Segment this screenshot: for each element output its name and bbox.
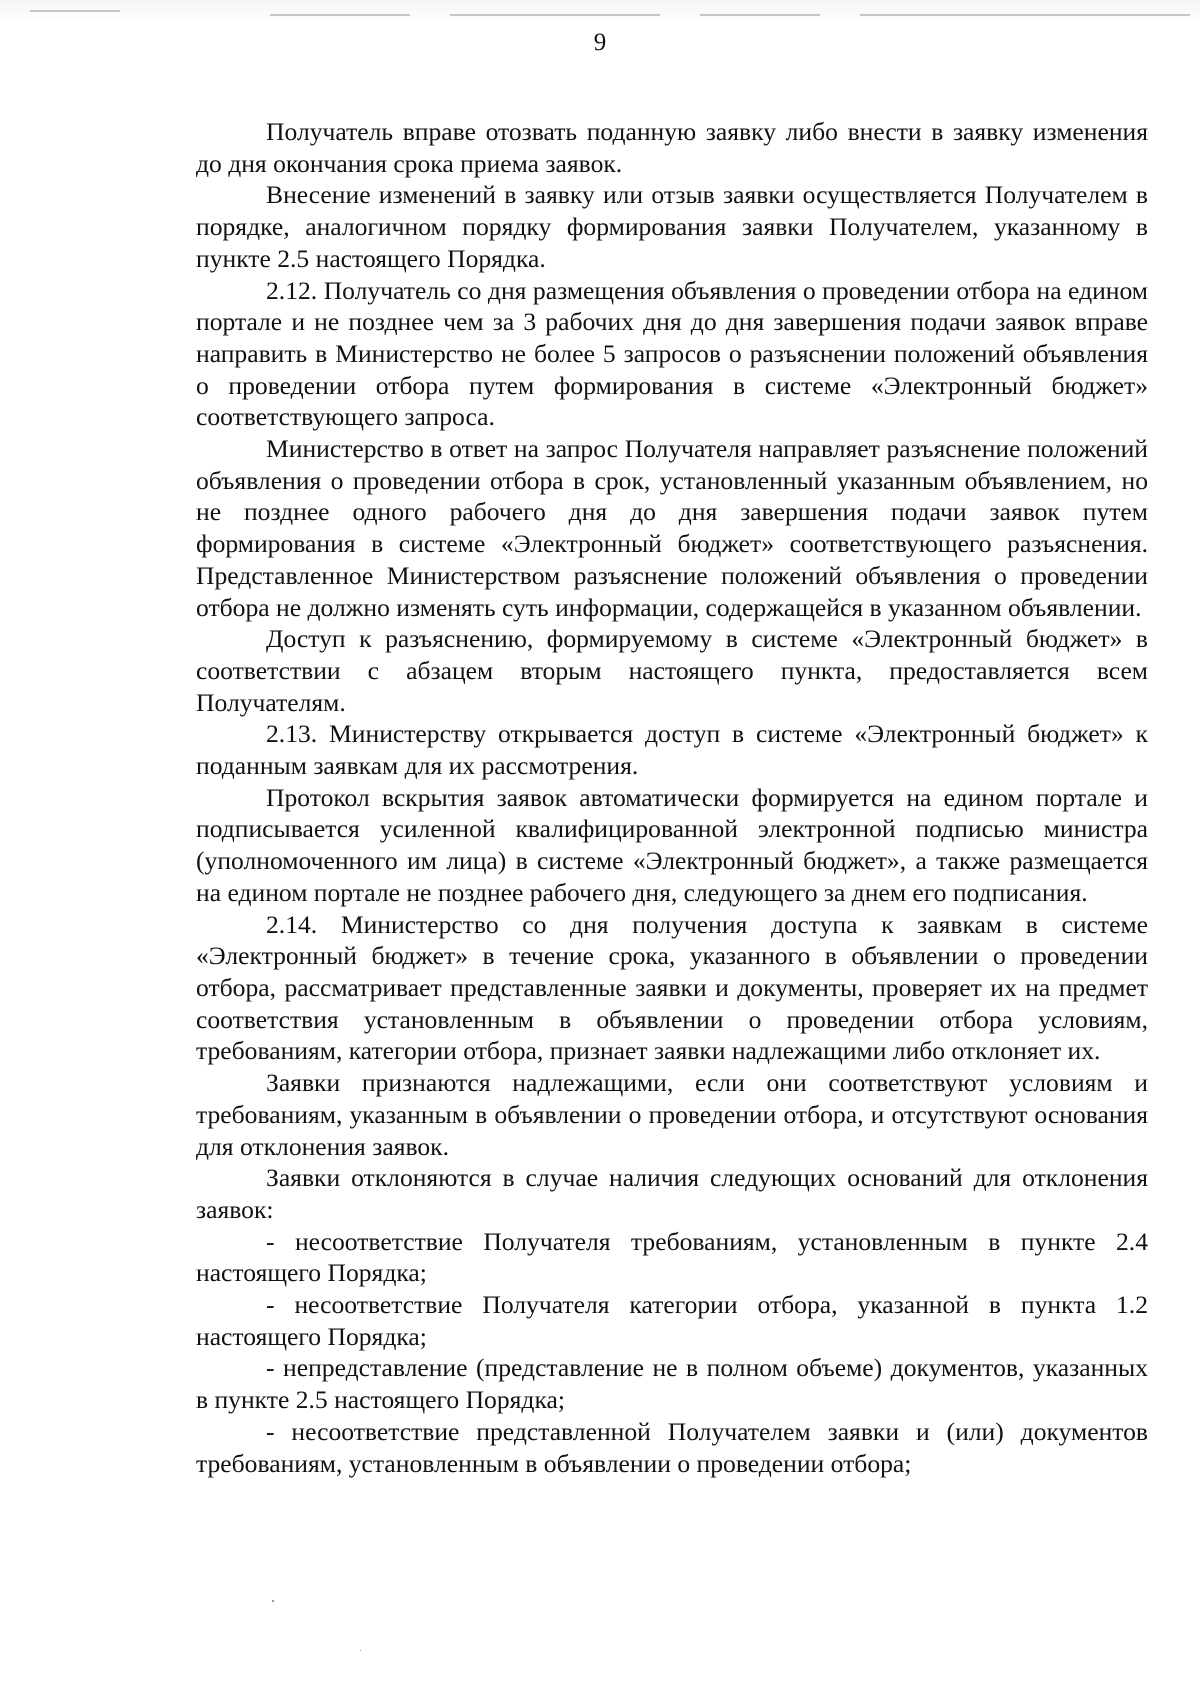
paragraph: Протокол вскрытия заявок автоматически формируется на едином портале и подписывается усиленной квалифицированной электронной подписью министра (уполномоченного им лица) в системе «Электронный бюджет», а также размещается на едином портале не позднее рабочего дня, следующего за днем его подписания. — [196, 782, 1148, 907]
scan-top-edge — [0, 0, 1200, 22]
paragraph: Заявки отклоняются в случае наличия следующих оснований для отклонения заявок: — [196, 1163, 1148, 1224]
paragraph: 2.12. Получатель со дня размещения объявления о проведении отбора на едином портале и не позднее чем за 3 рабочих дня до дня завершения подачи заявок вправе направить в Министерство не более 5 запросов о разъяснении положений объявления о проведении отбора путем формирования в системе «Электронный бюджет» соответствующего запроса. — [196, 275, 1148, 432]
list-item: - несоответствие Получателя категории отбора, указанной в пункта 1.2 настоящего Порядка; — [196, 1290, 1148, 1351]
scan-artifact — [270, 14, 410, 16]
scan-artifact — [860, 14, 1190, 16]
scan-speck — [360, 1650, 361, 1651]
paragraph: Заявки признаются надлежащими, если они соответствуют условиям и требованиям, указанным в объявлении о проведении отбора, и отсутствуют основания для отклонения заявок. — [196, 1068, 1148, 1161]
document-body — [196, 116, 1148, 1479]
paragraph: Доступ к разъяснению, формируемому в системе «Электронный бюджет» в соответствии с абзацем вторым настоящего пункта, предоставляется всем Получателям. — [196, 624, 1148, 717]
scan-speck — [272, 1600, 274, 1602]
list-item: - несоответствие представленной Получателем заявки и (или) документов требованиям, установленным в объявлении о проведении отбора; — [196, 1416, 1148, 1478]
page-number: 9 — [593, 29, 607, 56]
paragraph: Внесение изменений в заявку или отзыв заявки осуществляется Получателем в порядке, аналогичном порядку формирования заявки Получателем, указанному в пункте 2.5 настоящего Порядка. — [196, 180, 1148, 273]
paragraph: 2.14. Министерство со дня получения доступа к заявкам в системе «Электронный бюджет» в течение срока, указанного в объявлении о проведении отбора, рассматривает представленные заявки и документы, проверяет их на предмет соответствия установленным в объявлении о проведении отбора условиям, требованиям, категории отбора, признает заявки надлежащими либо отклоняет их. — [196, 909, 1148, 1066]
scan-artifact — [30, 10, 120, 12]
list-item: - несоответствие Получателя требованиям, установленным в пункте 2.4 настоящего Порядка; — [196, 1226, 1148, 1288]
scan-artifact — [700, 14, 820, 16]
list-item: - непредставление (представление не в полном объеме) документов, указанных в пункте 2.5 настоящего Порядка; — [196, 1353, 1148, 1415]
paragraph: Получатель вправе отозвать поданную заявку либо внести в заявку изменения до дня окончания срока приема заявок. — [196, 117, 1148, 178]
paragraph: Министерство в ответ на запрос Получателя направляет разъяснение положений объявления о проведении отбора в срок, установленный указанным объявлением, но не позднее одного рабочего дня до дня завершения подачи заявок путем формирования в системе «Электронный бюджет» соответствующего разъяснения. Представленное Министерством разъяснение положений объявления о проведении отбора не должно изменять суть информации, содержащейся в указанном объявлении. — [196, 434, 1148, 622]
scan-artifact — [450, 14, 660, 16]
paragraph: 2.13. Министерству открывается доступ в системе «Электронный бюджет» к поданным заявкам для их рассмотрения. — [196, 719, 1148, 781]
